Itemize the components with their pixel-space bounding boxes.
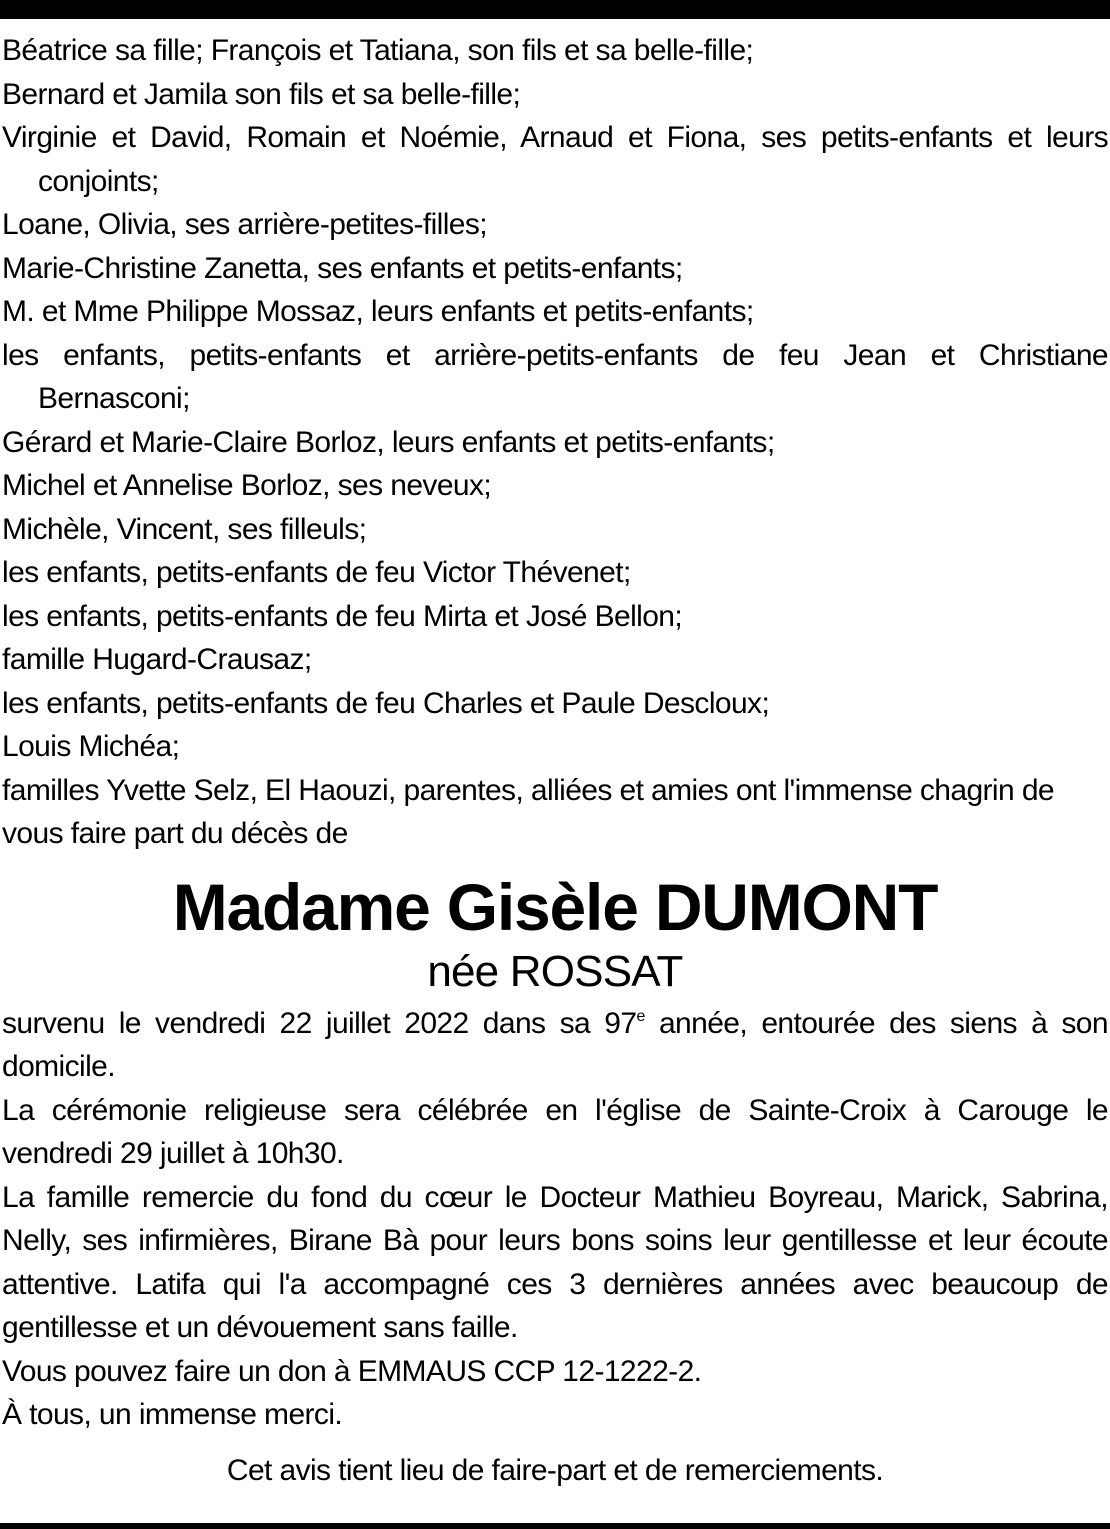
mourner-line: les enfants, petits-enfants de feu Charles et Paule Descloux; xyxy=(2,686,770,720)
mourner-line: Gérard et Marie-Claire Borloz, leurs enfants et petits-enfants; xyxy=(2,425,775,459)
mourner-line: les enfants, petits-enfants et arrière-petits-enfants de feu Jean et Christiane Bernasconi; xyxy=(2,338,1108,415)
mourner-line: les enfants, petits-enfants de feu Victor Thévenet; xyxy=(2,556,631,589)
mourner-line: Béatrice sa fille; François et Tatiana, son fils et sa belle-fille; xyxy=(2,34,754,67)
maiden-name: née ROSSAT xyxy=(427,946,683,996)
mourner-line: Loane, Olivia, ses arrière-petites-filles; xyxy=(2,208,488,241)
death-notice xyxy=(2,29,1108,1492)
mourner-line: Michel et Annelise Borloz, ses neveux; xyxy=(2,469,492,502)
death-details-text-end: année, entourée des siens à son domicile. xyxy=(2,1006,1108,1083)
death-details-text: survenu le vendredi 22 juillet 2022 dans sa 97 xyxy=(2,1006,637,1040)
announcement-intro: familles Yvette Selz, El Haouzi, parentes, alliées et amies ont l'immense chagrin de vous faire part du décès de xyxy=(2,773,1054,850)
thanks-paragraph: La famille remercie du fond du cœur le Docteur Mathieu Boyreau, Marick, Sabrina, Nelly, ses infirmières, Birane Bà pour leurs bons soins leur gentillesse et leur écoute attentive. Latifa qui l'a accompagné ces 3 dernières années avec beaucoup de gentillesse et un dévouement sans faille. xyxy=(2,1180,1108,1344)
mourner-line: M. et Mme Philippe Mossaz, leurs enfants et petits-enfants; xyxy=(2,295,754,328)
gratitude-line: À tous, un immense merci. xyxy=(2,1398,343,1431)
mourner-line: Virginie et David, Romain et Noémie, Arnaud et Fiona, ses petits-enfants et leurs conjoints; xyxy=(2,121,1108,198)
deceased-name: Madame Gisèle DUMONT xyxy=(172,869,938,944)
ceremony-details: La cérémonie religieuse sera célébrée en l'église de Sainte-Croix à Carouge le vendredi 29 juillet à 10h30. xyxy=(2,1093,1108,1170)
mourner-line: les enfants, petits-enfants de feu Mirta et José Bellon; xyxy=(2,599,683,633)
closing-note: Cet avis tient lieu de faire-part et de remerciements. xyxy=(226,1453,884,1487)
top-rule xyxy=(0,0,1110,19)
mourner-line: Louis Michéa; xyxy=(2,730,180,763)
mourner-line: Marie-Christine Zanetta, ses enfants et petits-enfants; xyxy=(2,251,683,285)
mourners-list xyxy=(2,29,1108,769)
death-details xyxy=(2,1002,1108,1089)
ordinal-suffix: e xyxy=(636,1007,645,1025)
notice-body xyxy=(2,1002,1108,1437)
mourner-line: Michèle, Vincent, ses filleuls; xyxy=(2,512,367,546)
donation-info: Vous pouvez faire un don à EMMAUS CCP 12-1222-2. xyxy=(2,1354,702,1388)
mourner-line: famille Hugard-Crausaz; xyxy=(2,643,312,676)
bottom-rule xyxy=(0,1523,1110,1529)
mourner-line: Bernard et Jamila son fils et sa belle-fille; xyxy=(2,77,521,111)
